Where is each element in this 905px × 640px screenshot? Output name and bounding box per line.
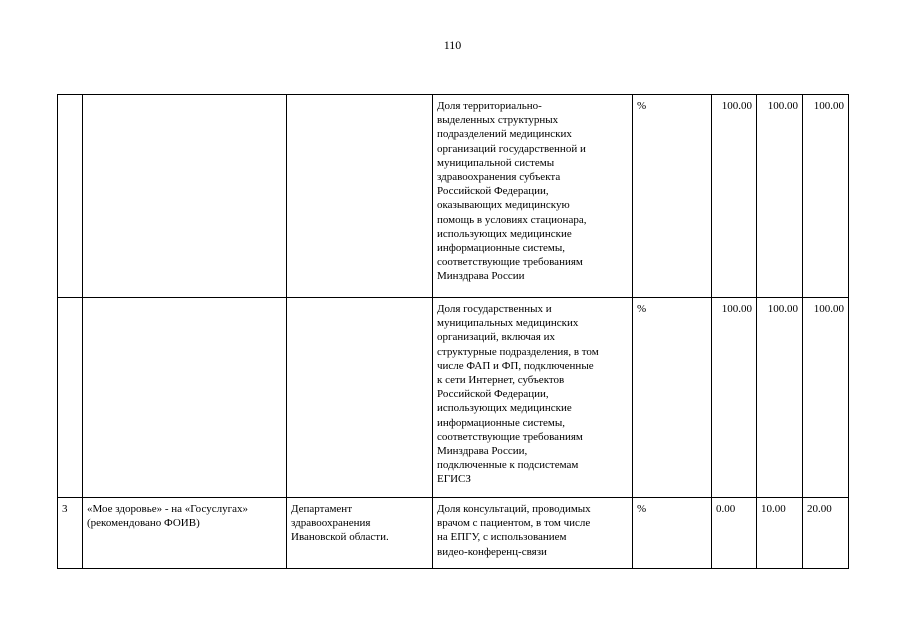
cell-unit: %	[633, 95, 712, 298]
table-row	[58, 95, 849, 298]
cell-value-2: 100.00	[757, 95, 803, 298]
cell-indicator: Доля консультаций, проводимых врачом с пациентом, в том числе на ЕПГУ, с использованием видео-конференц-связи	[433, 498, 633, 569]
cell-indicator: Доля территориально- выделенных структурных подразделений медицинских организаций государственной и муниципальной системы здравоохранения субъекта Российской Федерации, оказывающих медицинскую помощь в условиях стационара, использующих медицинские информационные системы, соответствующие требованиям Минздрава России	[433, 95, 633, 298]
cell-project-name	[83, 95, 287, 298]
table-row	[58, 298, 849, 498]
cell-no	[58, 298, 83, 498]
cell-unit: %	[633, 498, 712, 569]
cell-indicator: Доля государственных и муниципальных медицинских организаций, включая их структурные подразделения, в том числе ФАП и ФП, подключенные к сети Интернет, субъектов Российской Федерации, использующих медицинские информационные системы, соответствующие требованиям Минздрава России, подключенные к подсистемам ЕГИСЗ	[433, 298, 633, 498]
cell-value-3: 20.00	[803, 498, 849, 569]
indicators-table	[57, 94, 849, 569]
cell-no: 3	[58, 498, 83, 569]
cell-value-2: 100.00	[757, 298, 803, 498]
page-number: 110	[443, 38, 462, 52]
cell-value-3: 100.00	[803, 298, 849, 498]
cell-project-name	[83, 298, 287, 498]
cell-value-3: 100.00	[803, 95, 849, 298]
cell-responsible	[287, 298, 433, 498]
cell-value-1: 0.00	[712, 498, 757, 569]
cell-unit: %	[633, 298, 712, 498]
cell-value-2: 10.00	[757, 498, 803, 569]
cell-value-1: 100.00	[712, 298, 757, 498]
cell-no	[58, 95, 83, 298]
cell-project-name: «Мое здоровье» - на «Госуслугах» (рекомендовано ФОИВ)	[83, 498, 287, 569]
cell-responsible	[287, 95, 433, 298]
cell-responsible: Департамент здравоохранения Ивановской области.	[287, 498, 433, 569]
table-row	[58, 498, 849, 569]
cell-value-1: 100.00	[712, 95, 757, 298]
